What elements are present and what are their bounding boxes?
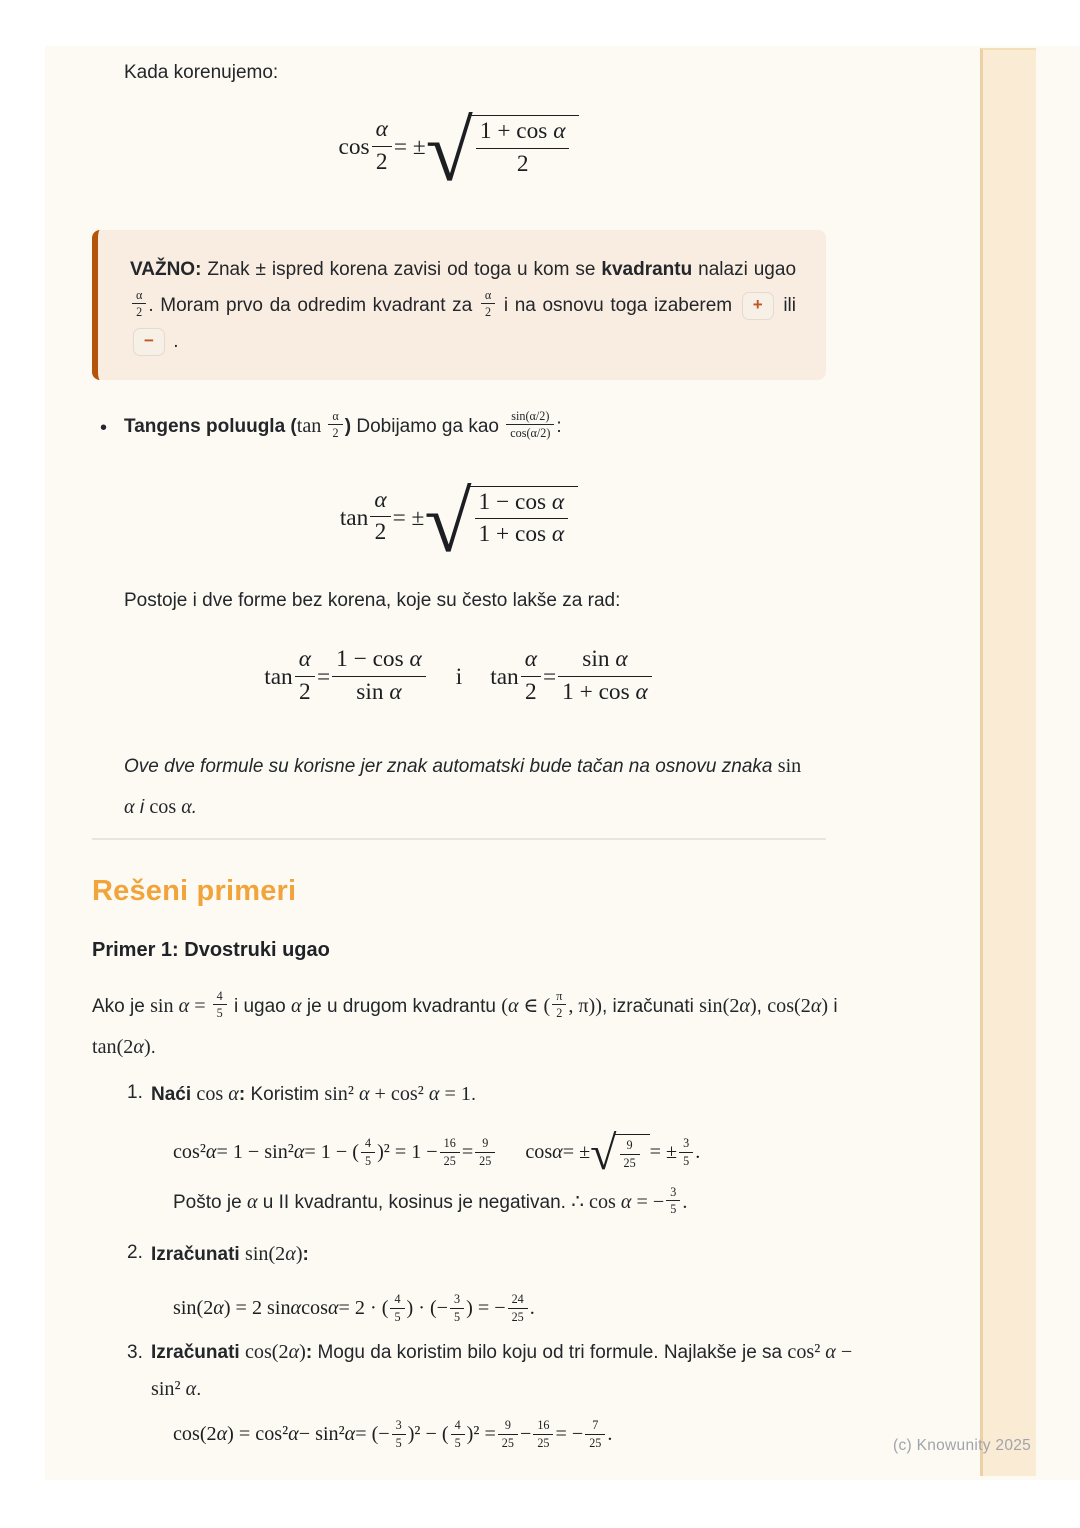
fraction-numerator bbox=[370, 486, 390, 517]
text-run: ) = − bbox=[466, 1297, 506, 1319]
text-run: 1 + cos bbox=[479, 118, 554, 145]
fraction-numerator bbox=[476, 117, 570, 148]
fraction bbox=[521, 645, 541, 706]
text-run: . bbox=[529, 1297, 535, 1319]
text-run: cos(2 bbox=[767, 995, 811, 1017]
step-1 bbox=[127, 1078, 851, 1110]
fraction-numerator bbox=[475, 488, 569, 519]
text-run: tan bbox=[296, 415, 327, 437]
text-run: α bbox=[298, 646, 311, 673]
text-run: α bbox=[124, 796, 135, 818]
text-run: 1 + cos bbox=[478, 521, 552, 547]
text-run: − sin² bbox=[298, 1423, 345, 1445]
fraction bbox=[440, 1136, 460, 1168]
fraction-denominator: 5 bbox=[454, 1309, 461, 1324]
text-run: = ± bbox=[392, 504, 425, 531]
text-run: 2 bbox=[299, 678, 311, 705]
fraction-numerator: 3 bbox=[450, 1292, 464, 1309]
fraction-denominator bbox=[476, 149, 570, 179]
text-run: Dobijamo ga kao bbox=[356, 416, 505, 437]
document-page bbox=[45, 46, 1080, 1480]
fraction-numerator: π bbox=[552, 989, 566, 1006]
text-run: = 1 bbox=[439, 1083, 471, 1105]
text-run: α bbox=[181, 796, 192, 818]
text-run: i na osnovu toga izaberem bbox=[497, 295, 739, 316]
note-italic bbox=[124, 746, 814, 828]
step-3-number: 3. bbox=[127, 1342, 143, 1363]
fraction-denominator: 2 bbox=[332, 426, 339, 441]
fraction-numerator bbox=[521, 645, 541, 676]
text-run: α bbox=[375, 116, 388, 143]
fraction-denominator bbox=[370, 517, 390, 547]
text-run: α bbox=[620, 1191, 632, 1213]
fraction-denominator: 25 bbox=[537, 1435, 550, 1450]
fraction-denominator bbox=[372, 147, 392, 177]
fraction bbox=[361, 1136, 375, 1168]
text-run: α bbox=[288, 1341, 300, 1363]
fraction-numerator: 16 bbox=[533, 1418, 553, 1435]
fraction bbox=[475, 1136, 495, 1168]
fraction-numerator: 9 bbox=[620, 1138, 640, 1155]
fraction-numerator: 4 bbox=[451, 1418, 465, 1435]
text-run: ( bbox=[501, 995, 508, 1017]
text-run: α bbox=[327, 1297, 339, 1319]
text-run: α bbox=[293, 1140, 305, 1163]
text-run: . bbox=[150, 1037, 156, 1058]
fraction bbox=[498, 1418, 518, 1450]
text-run: cos bbox=[525, 1140, 553, 1163]
text-run: , izračunati bbox=[601, 996, 700, 1017]
text-run: 2 bbox=[374, 519, 387, 545]
fraction-denominator: 25 bbox=[589, 1435, 602, 1450]
text-run: sin bbox=[356, 678, 390, 705]
fraction-denominator: 5 bbox=[216, 1006, 223, 1021]
text-run: α bbox=[288, 1423, 299, 1445]
text-run: = ± bbox=[393, 134, 426, 161]
text-run: kvadrantu bbox=[601, 259, 693, 280]
text-run: ) bbox=[295, 1243, 303, 1265]
text-run: : bbox=[238, 1084, 246, 1105]
section-divider bbox=[92, 838, 826, 840]
fraction-denominator: 5 bbox=[454, 1435, 461, 1450]
fraction-denominator: 5 bbox=[394, 1309, 401, 1324]
text-run: − sin² bbox=[151, 1341, 853, 1400]
decorative-side-stripe bbox=[980, 48, 1036, 1476]
vazno-callout bbox=[92, 230, 826, 380]
fraction-denominator bbox=[558, 677, 652, 707]
fraction-numerator: 4 bbox=[213, 989, 227, 1006]
text-run: α bbox=[216, 1423, 228, 1445]
text-run: . Moram prvo da odredim kvadrant za bbox=[148, 295, 479, 316]
text-run: Naći bbox=[151, 1084, 197, 1105]
text-run: . bbox=[191, 797, 198, 818]
text-run: = − bbox=[555, 1423, 584, 1445]
text-run: α bbox=[205, 1140, 217, 1163]
text-run: α bbox=[428, 1083, 440, 1105]
text-run: . bbox=[470, 1084, 477, 1105]
fraction-numerator: 16 bbox=[440, 1136, 460, 1153]
text-run: i bbox=[828, 996, 838, 1017]
text-run: cos bbox=[196, 1083, 229, 1105]
fraction bbox=[585, 1418, 605, 1450]
text-run: α bbox=[228, 1083, 239, 1105]
text-run: cos² bbox=[173, 1140, 206, 1163]
fraction bbox=[506, 409, 554, 441]
text-run: = bbox=[542, 664, 557, 691]
text-run: α bbox=[285, 1243, 296, 1265]
fraction bbox=[392, 1418, 406, 1450]
square-root bbox=[590, 1127, 650, 1180]
text-run: , π)) bbox=[568, 995, 602, 1017]
text-run: sin bbox=[777, 755, 802, 777]
text-run: 1 − cos bbox=[478, 488, 552, 515]
sign-badge: + bbox=[742, 292, 774, 320]
fraction-numerator bbox=[372, 115, 392, 146]
text-run: ) = cos² bbox=[227, 1423, 289, 1445]
text-run: cos bbox=[301, 1297, 328, 1319]
text-run: cos bbox=[338, 134, 370, 161]
text-run: α bbox=[358, 1083, 370, 1105]
text-run: sin(2 bbox=[244, 1243, 286, 1265]
fraction bbox=[508, 1292, 528, 1324]
text-run: Izračunati bbox=[151, 1342, 245, 1363]
text-run: = − bbox=[631, 1191, 665, 1213]
text-run: − bbox=[519, 1423, 532, 1445]
fraction-denominator bbox=[475, 519, 569, 549]
fraction-numerator: 9 bbox=[498, 1418, 518, 1435]
step-1-conclusion bbox=[173, 1186, 863, 1219]
text-run: α bbox=[246, 1191, 258, 1213]
step-2 bbox=[127, 1238, 851, 1270]
text-run: = 2 · ( bbox=[338, 1297, 389, 1319]
fraction-denominator: 2 bbox=[485, 305, 492, 320]
text-run: ) bbox=[821, 995, 829, 1017]
text-run: : bbox=[305, 1342, 313, 1363]
text-run: α bbox=[291, 995, 302, 1017]
fraction-numerator: α bbox=[132, 288, 146, 305]
step-3-math-line bbox=[173, 1418, 863, 1450]
text-run: = 1 − ( bbox=[304, 1140, 359, 1163]
text-run: ) · (− bbox=[406, 1297, 449, 1319]
text-run: Izračunati bbox=[151, 1244, 245, 1265]
text-run: α bbox=[409, 646, 422, 673]
section-heading: Rešeni primeri bbox=[92, 875, 297, 907]
text-run: tan bbox=[490, 664, 519, 691]
text-run: , bbox=[756, 996, 768, 1017]
radicand bbox=[469, 486, 579, 551]
fraction-denominator: 5 bbox=[683, 1153, 690, 1168]
text-run: ) bbox=[143, 1036, 151, 1058]
text-run: + cos² bbox=[369, 1083, 429, 1105]
text-run: u II kvadrantu, kosinus je negativan. bbox=[257, 1192, 572, 1213]
fraction bbox=[620, 1138, 640, 1170]
text-run: = ± bbox=[562, 1140, 591, 1163]
text-run: . bbox=[167, 331, 179, 352]
text-run: : bbox=[556, 416, 562, 437]
fraction bbox=[328, 409, 342, 441]
fraction bbox=[295, 645, 315, 706]
fraction bbox=[552, 989, 566, 1021]
text-run: tan bbox=[264, 664, 293, 691]
text-run: nalazi ugao bbox=[692, 259, 797, 280]
text-run: sin(2 bbox=[699, 995, 740, 1017]
text-run: ) bbox=[344, 416, 357, 437]
text-run: : bbox=[302, 1244, 309, 1265]
radical-sign-icon: √ bbox=[590, 1127, 617, 1180]
text-run: = 1 − sin² bbox=[216, 1140, 294, 1163]
bullet-tangens-poluugla bbox=[100, 408, 834, 443]
fraction bbox=[476, 117, 570, 178]
text-run: je u drugom kvadrantu bbox=[301, 996, 502, 1017]
text-run: 2 bbox=[516, 150, 529, 177]
text-run: α bbox=[739, 995, 750, 1017]
paragraph-kada-korenujemo bbox=[124, 58, 278, 88]
text-run: α bbox=[133, 1036, 144, 1058]
fraction-numerator: α bbox=[328, 409, 342, 426]
step-3-heading bbox=[151, 1342, 852, 1400]
text-run: cos(2 bbox=[173, 1423, 217, 1445]
fraction bbox=[481, 288, 495, 320]
fraction-numerator bbox=[332, 645, 426, 676]
text-run: α bbox=[213, 1297, 224, 1319]
fraction-denominator: 25 bbox=[479, 1153, 492, 1168]
fraction-denominator: 5 bbox=[364, 1153, 372, 1168]
fraction-denominator: 25 bbox=[443, 1153, 456, 1168]
fraction bbox=[370, 486, 390, 547]
step-1-math-line bbox=[173, 1127, 863, 1180]
step-2-math-line bbox=[173, 1292, 863, 1324]
radicand bbox=[470, 115, 580, 180]
fraction-denominator: 25 bbox=[623, 1155, 636, 1170]
fraction bbox=[450, 1292, 464, 1324]
fraction-denominator: 5 bbox=[395, 1435, 402, 1450]
text-run: 1 − cos bbox=[336, 646, 410, 673]
text-run: Mogu da koristim bilo koju od tri formule. Najlakše je sa bbox=[312, 1342, 788, 1363]
text-run: Ako je bbox=[92, 996, 151, 1017]
text-run: . bbox=[196, 1379, 202, 1400]
radical-sign-icon: √ bbox=[425, 103, 473, 199]
fraction-denominator: 25 bbox=[511, 1309, 524, 1324]
text-run: ili bbox=[776, 295, 796, 316]
text-run: Postoje i dve forme bez korena, koje su često lakše za rad: bbox=[124, 590, 621, 611]
fraction-denominator: 5 bbox=[670, 1202, 677, 1217]
fraction-denominator: 2 bbox=[136, 305, 143, 320]
text-run: . bbox=[682, 1191, 688, 1213]
fraction-numerator bbox=[295, 645, 315, 676]
text-run: i bbox=[134, 797, 150, 818]
fraction-numerator: 4 bbox=[390, 1292, 404, 1309]
text-run: . bbox=[607, 1423, 613, 1445]
text-run: α bbox=[185, 1378, 197, 1400]
text-run: VAŽNO: bbox=[130, 259, 202, 280]
text-run: α bbox=[810, 995, 822, 1017]
fraction-numerator: sin(α/2) bbox=[506, 409, 554, 426]
text-run: α bbox=[344, 1423, 356, 1445]
formula-tan-half-angle bbox=[92, 466, 826, 571]
text-run: sin bbox=[582, 646, 616, 673]
fraction bbox=[372, 115, 392, 176]
fraction-numerator: 4 bbox=[361, 1136, 375, 1153]
step-2-number: 2. bbox=[127, 1242, 143, 1263]
text-run: cos(2 bbox=[244, 1341, 289, 1363]
text-run: α bbox=[374, 486, 387, 513]
fraction-denominator: 25 bbox=[501, 1435, 514, 1450]
problem-statement bbox=[92, 986, 842, 1068]
text-run: α bbox=[825, 1341, 836, 1363]
text-run: ) bbox=[749, 995, 757, 1017]
text-run: sin² bbox=[324, 1083, 359, 1105]
fraction-numerator: α bbox=[481, 288, 495, 305]
formula-two-tan-forms bbox=[92, 638, 826, 718]
text-run: = bbox=[316, 664, 331, 691]
text-run: α bbox=[615, 646, 628, 673]
fraction-denominator: cos(α/2) bbox=[510, 426, 551, 441]
text-run: )² = bbox=[466, 1423, 496, 1445]
fraction bbox=[558, 645, 652, 706]
radical-sign-icon: √ bbox=[424, 473, 472, 570]
example-subheading: Primer 1: Dvostruki ugao bbox=[92, 939, 330, 961]
fraction bbox=[533, 1418, 553, 1450]
text-run: ∈ ( bbox=[518, 995, 551, 1017]
text-run: α bbox=[635, 678, 648, 705]
text-run: ∴ cos bbox=[571, 1191, 621, 1213]
paragraph-two-forms bbox=[124, 586, 620, 616]
text-run: α bbox=[524, 646, 537, 673]
bullet-icon: • bbox=[100, 417, 108, 439]
square-root bbox=[425, 103, 580, 199]
fraction bbox=[475, 488, 569, 549]
text-run: tan(2 bbox=[92, 1036, 134, 1058]
text-run: ) bbox=[299, 1341, 306, 1363]
text-run: Kada korenujemo: bbox=[124, 62, 279, 83]
text-run: cos² bbox=[787, 1341, 826, 1363]
step-2-heading bbox=[151, 1244, 309, 1265]
text-run: tan bbox=[339, 504, 369, 531]
text-run: Znak ± ispred korena zavisi od toga u kom se bbox=[201, 259, 602, 280]
text-run: 2 bbox=[525, 678, 537, 705]
fraction-numerator: 3 bbox=[679, 1136, 693, 1153]
fraction-numerator: 24 bbox=[508, 1292, 528, 1309]
step-1-number: 1. bbox=[127, 1082, 143, 1103]
fraction-numerator: 7 bbox=[585, 1418, 605, 1435]
text-run: α bbox=[552, 1140, 563, 1163]
fraction-denominator: 2 bbox=[556, 1006, 563, 1021]
fraction bbox=[332, 645, 426, 706]
text-run: sin(2 bbox=[173, 1297, 214, 1319]
fraction bbox=[390, 1292, 404, 1324]
fraction-numerator: 9 bbox=[475, 1136, 495, 1153]
fraction-denominator bbox=[332, 677, 426, 707]
text-run: ) = 2 sin bbox=[223, 1297, 291, 1319]
text-run: sin bbox=[150, 995, 179, 1017]
step-3 bbox=[127, 1334, 866, 1408]
text-run: α bbox=[178, 995, 190, 1017]
text-run: 1 + cos bbox=[562, 678, 636, 705]
fraction bbox=[666, 1185, 680, 1217]
text-run: cos bbox=[149, 796, 182, 818]
fraction-denominator bbox=[521, 677, 541, 707]
fraction bbox=[213, 989, 227, 1021]
fraction-denominator bbox=[295, 677, 315, 707]
sign-badge: − bbox=[133, 328, 165, 356]
copyright-footer: (c) Knowunity 2025 bbox=[893, 1437, 1032, 1454]
text-run: Koristim bbox=[245, 1084, 325, 1105]
fraction-numerator bbox=[558, 645, 652, 676]
text-run: Tangens poluugla ( bbox=[124, 416, 297, 437]
text-run: α bbox=[551, 521, 565, 547]
fraction-numerator: 3 bbox=[666, 1185, 680, 1202]
text-run: α bbox=[290, 1297, 302, 1319]
radicand bbox=[614, 1134, 650, 1170]
text-run: 2 bbox=[375, 148, 388, 175]
text-run: α bbox=[553, 118, 566, 145]
fraction bbox=[451, 1418, 465, 1450]
text-run: Pošto je bbox=[173, 1192, 247, 1213]
formula-cos-half-angle bbox=[92, 98, 826, 198]
text-run: Ove dve formule su korisne jer znak automatski bude tačan na osnovu znaka bbox=[124, 756, 778, 777]
step-1-heading bbox=[151, 1084, 476, 1105]
fraction bbox=[679, 1136, 693, 1168]
fraction bbox=[132, 288, 146, 320]
text-run: = ± bbox=[649, 1140, 678, 1163]
text-run: = bbox=[461, 1140, 474, 1163]
text-run: = bbox=[189, 995, 211, 1017]
text-run: i ugao bbox=[228, 996, 292, 1017]
text-run: )² − ( bbox=[407, 1423, 449, 1445]
text-run: α bbox=[507, 995, 519, 1017]
text-run: )² = 1 − bbox=[377, 1140, 438, 1163]
text-run: . bbox=[695, 1140, 701, 1163]
text-run: α bbox=[389, 678, 402, 705]
text-run: α bbox=[551, 488, 565, 515]
text-run: i bbox=[455, 664, 463, 691]
text-run: = (− bbox=[355, 1423, 390, 1445]
square-root bbox=[424, 473, 578, 570]
fraction-numerator: 3 bbox=[392, 1418, 406, 1435]
